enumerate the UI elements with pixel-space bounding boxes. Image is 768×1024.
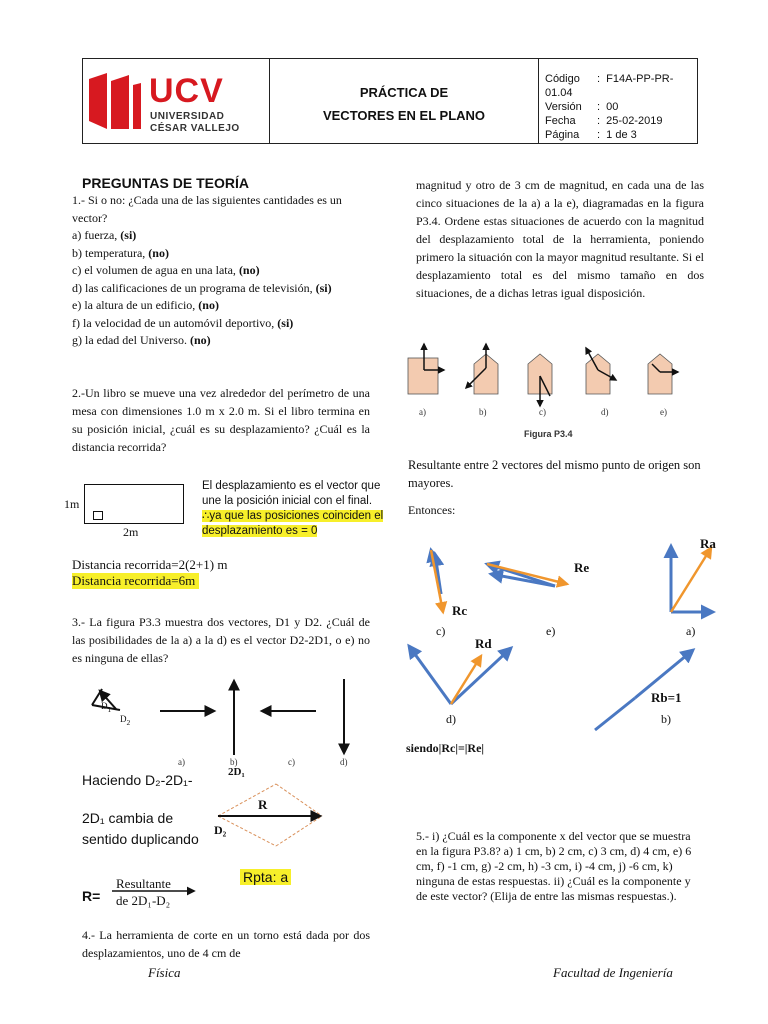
distance-line: Distancia recorrida=2(2+1) m bbox=[72, 557, 228, 572]
resultante-label: Resultante bbox=[116, 876, 171, 891]
footer-left: Física bbox=[148, 965, 181, 980]
r-label: R bbox=[258, 797, 268, 812]
label-2m: 2m bbox=[123, 525, 139, 539]
haciendo-text: Haciendo D₂-2D₁- bbox=[82, 772, 193, 788]
q2-stem: 2.-Un libro se mueve una vez alrededor del perímetro de una mesa con dimensiones 1.0 m x 2.0 m. Si el libro termina en su posición inicial, ¿cuál es su desplazamiento? ¿Cuál es la distancia recorrida? bbox=[72, 386, 370, 454]
header-meta-cell bbox=[545, 72, 697, 142]
q1-item: d) las calificaciones de un programa de televisión, (si) bbox=[72, 280, 332, 295]
fig-p34-label-d: d) bbox=[601, 407, 609, 417]
distance-result: Distancia recorrida=6m bbox=[72, 573, 199, 589]
r-equals: R= bbox=[82, 888, 101, 904]
section-title: PREGUNTAS DE TEORÍA bbox=[82, 175, 249, 191]
resultant-parallelogram bbox=[212, 780, 327, 850]
resultante-statement: Resultante entre 2 vectores del mismo punto de origen son mayores. bbox=[408, 458, 701, 490]
q1-item: e) la altura de un edificio, (no) bbox=[72, 298, 219, 312]
meta-row: Fecha : 25-02-2019 bbox=[545, 115, 663, 127]
fig-p33-label-c: c) bbox=[288, 757, 295, 767]
fig-p34-label-b: b) bbox=[479, 407, 487, 417]
diagram-d-label: d) bbox=[446, 712, 456, 726]
book-square bbox=[93, 511, 103, 520]
diagram-b-label: b) bbox=[661, 712, 671, 726]
q1-item: g) la edad del Universo. (no) bbox=[72, 333, 211, 347]
two-d1-label: 2D₁ bbox=[228, 766, 245, 778]
rpta-answer: Rpta: a bbox=[240, 869, 291, 885]
fig-p33-label-d: d) bbox=[340, 757, 348, 767]
d1-label: $D_1$ bbox=[101, 701, 112, 714]
fig-p33-label-a: a) bbox=[178, 757, 185, 767]
header-logo-cell bbox=[83, 59, 270, 143]
q2-note-highlight: ∴ya que las posiciones coinciden el desplazamiento es = 0 bbox=[202, 510, 384, 537]
q5-text: 5.- i) ¿Cuál es la componente x del vector que se muestra en la figura P3.8? a) 1 cm, b) 2 cm, c) 3 cm, d) 4 cm, e) 6 cm, f) -1 cm, g) -2 cm, h) -3 cm, i) -4 cm, j) -6 cm, k) ninguna de estas respuestas. ii) ¿Cuál es la componente y de este vector? (Elija de entre las mismas respuestas.). bbox=[416, 829, 692, 903]
rc-label: Rc bbox=[452, 603, 468, 618]
q2-note-text: El desplazamiento es el vector que une la posición inicial con el final. bbox=[202, 480, 381, 507]
q2-note bbox=[202, 479, 392, 539]
diagram-e bbox=[487, 564, 567, 586]
diagram-e-label: e) bbox=[546, 624, 556, 638]
diagram-a bbox=[671, 546, 713, 612]
rd-label: Rd bbox=[475, 636, 492, 651]
header-table bbox=[82, 58, 698, 144]
q1-item: b) temperatura, (no) bbox=[72, 245, 169, 260]
fig-p33-label-b: b) bbox=[230, 757, 238, 767]
rb-label: Rb=1 bbox=[651, 690, 682, 705]
diagram-c-label: c) bbox=[436, 624, 446, 638]
ucv-logo-icon bbox=[87, 71, 143, 131]
q1-block bbox=[72, 192, 370, 350]
q3-stem: 3.- La figura P3.3 muestra dos vectores, D1 y D2. ¿Cuál de las posibilidades de la a) a la d) es el vector D2-2D1, o e) no es ninguna de ellas? bbox=[72, 615, 370, 665]
logo-sub1: UNIVERSIDAD bbox=[150, 111, 225, 122]
q1-stem: 1.- Si o no: ¿Cada una de las siguientes cantidades es un vector? bbox=[72, 193, 342, 225]
meta-row: Página : 1 de 3 bbox=[545, 129, 637, 141]
logo-main-text: UCV bbox=[149, 72, 224, 110]
diagram-c bbox=[431, 550, 443, 612]
footer-right: Facultad de Ingeniería bbox=[553, 965, 673, 980]
re-label: Re bbox=[574, 560, 590, 575]
siendo-text: siendo|Rc|=|Re| bbox=[406, 741, 485, 755]
d2-parallelogram-label: D₂ bbox=[214, 823, 227, 837]
d2-label: $D_2$ bbox=[120, 714, 131, 727]
q1-item: c) el volumen de agua en una lata, (no) bbox=[72, 263, 260, 277]
title-line-2: VECTORES EN EL PLANO bbox=[322, 108, 486, 123]
title-line-1: PRÁCTICA DE bbox=[359, 85, 449, 100]
fig-p34-caption: Figura P3.4 bbox=[524, 429, 573, 439]
meta-row: Código : F14A-PP-PR-01.04 bbox=[545, 73, 674, 99]
q4-stem-start: 4.- La herramienta de corte en un torno está dada por dos desplazamientos, uno de 4 cm de bbox=[82, 928, 370, 960]
q1-item: a) fuerza, (si) bbox=[72, 228, 137, 242]
fig-p34-label-a: a) bbox=[419, 407, 426, 417]
de-2d1-d2-label: de 2D₁-D₂ bbox=[116, 893, 171, 908]
logo-sub2: CÉSAR VALLEJO bbox=[150, 123, 240, 134]
entonces-label: Entonces: bbox=[408, 503, 456, 517]
fig-p34-label-c: c) bbox=[539, 407, 546, 417]
ra-label: Ra bbox=[700, 536, 716, 551]
label-1m: 1m bbox=[64, 497, 80, 511]
fig-p34-label-e: e) bbox=[660, 407, 667, 417]
header-title-cell bbox=[270, 59, 539, 143]
diagram-a-label: a) bbox=[686, 624, 696, 638]
meta-row: Versión : 00 bbox=[545, 101, 619, 113]
q1-item: f) la velocidad de un automóvil deportivo, (si) bbox=[72, 315, 294, 330]
two-d1-note: 2D₁ cambia de sentido duplicando bbox=[82, 810, 199, 847]
figure-p3-4 bbox=[402, 340, 702, 420]
q4-stem-cont: magnitud y otro de 3 cm de magnitud, en cada una de las cinco situaciones de la a) a la e), diagramadas en la figura P3.4. Ordene estas situaciones de acuerdo con la magnitud del desplazamiento total de la herramienta, poniendo primero la situación con la mayor magnitud resultante. Si el desplazamiento total es del mismo tamaño en dos situaciones, de a dichas letras igual disposición. bbox=[416, 178, 704, 300]
diagram-d bbox=[409, 646, 511, 704]
